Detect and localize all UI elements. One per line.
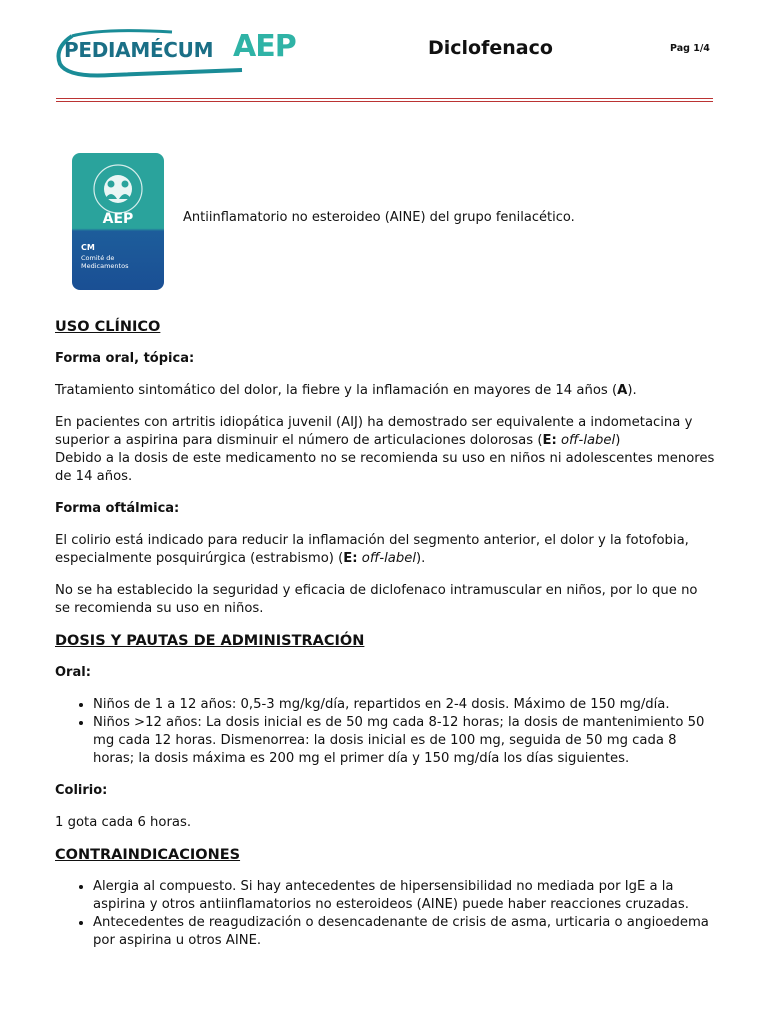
drug-intro: Antiinflamatorio no esteroideo (AINE) del grupo fenilacético. bbox=[183, 210, 575, 225]
contraindicaciones-list bbox=[55, 878, 715, 950]
page-number: Pag 1/4 bbox=[670, 43, 710, 54]
pediamecum-logo bbox=[52, 26, 302, 82]
badge-aep-label: AEP bbox=[102, 211, 134, 227]
subheading-oral: Oral: bbox=[55, 665, 91, 680]
logo-text: PEDIAMÉCUM bbox=[64, 38, 214, 62]
main-content bbox=[55, 318, 715, 964]
header-divider bbox=[56, 98, 713, 102]
list-item: • Niños >12 años: La dosis inicial es de 50 mg cada 8-12 horas; la dosis de mantenimiento 50 mg cada 12 horas. Dismenorrea: la dosis inicial es de 100 mg, seguida de 50 mg cada 8 horas; la dosis máxima es 200 mg el primer día y 150 mg/día los días siguientes. bbox=[93, 714, 715, 768]
badge-cm-label: CM bbox=[81, 243, 95, 252]
page-header bbox=[0, 0, 768, 110]
list-item: • Antecedentes de reagudización o desencadenante de crisis de asma, urticaria o angioedema por aspirina u otros AINE. bbox=[93, 914, 715, 950]
paragraph-aij: En pacientes con artritis idiopática juvenil (AIJ) ha demostrado ser equivalente a indometacina y superior a aspirina para disminuir el número de articulaciones dolorosas (E: off-label) Debido a la dosis de este medicamento no se recomienda su uso en niños ni adolescentes menores de 14 años. bbox=[55, 415, 715, 484]
subheading-oral-topica: Forma oral, tópica: bbox=[55, 351, 195, 366]
section-heading-contraindicaciones: CONTRAINDICACIONES bbox=[55, 847, 241, 863]
dosis-oral-list bbox=[55, 696, 715, 768]
section-heading-uso: USO CLÍNICO bbox=[55, 319, 161, 335]
list-item: • Niños de 1 a 12 años: 0,5-3 mg/kg/día, repartidos en 2-4 dosis. Máximo de 150 mg/día. bbox=[93, 696, 715, 714]
section-heading-dosis: DOSIS Y PAUTAS DE ADMINISTRACIÓN bbox=[55, 633, 365, 649]
paragraph-colirio-dosis: 1 gota cada 6 horas. bbox=[55, 815, 192, 830]
paragraph-colirio-indicacion: El colirio está indicado para reducir la inflamación del segmento anterior, el dolor y la fotofobia, especialmente posquirúrgica (estrabismo) (E: off-label). bbox=[55, 533, 689, 566]
paragraph-tratamiento: Tratamiento sintomático del dolor, la fiebre y la inflamación en mayores de 14 años (A). bbox=[55, 383, 637, 398]
logo-aep: AEP bbox=[233, 29, 296, 64]
children-emblem-icon bbox=[72, 153, 164, 243]
badge-committee-label: Comité de Medicamentos bbox=[81, 254, 129, 270]
list-item: • Alergia al compuesto. Si hay antecedentes de hipersensibilidad no mediada por IgE a la aspirina y otros antiinflamatorios no esteroideos (AINE) puede haber reacciones cruzadas. bbox=[93, 878, 715, 914]
subheading-oftalmica: Forma oftálmica: bbox=[55, 501, 180, 516]
paragraph-intramuscular: No se ha establecido la seguridad y eficacia de diclofenaco intramuscular en niños, por lo que no se recomienda su uso en niños. bbox=[55, 583, 698, 616]
document-title: Diclofenaco bbox=[428, 37, 553, 59]
subheading-colirio: Colirio: bbox=[55, 783, 108, 798]
aep-cm-badge bbox=[72, 153, 164, 290]
